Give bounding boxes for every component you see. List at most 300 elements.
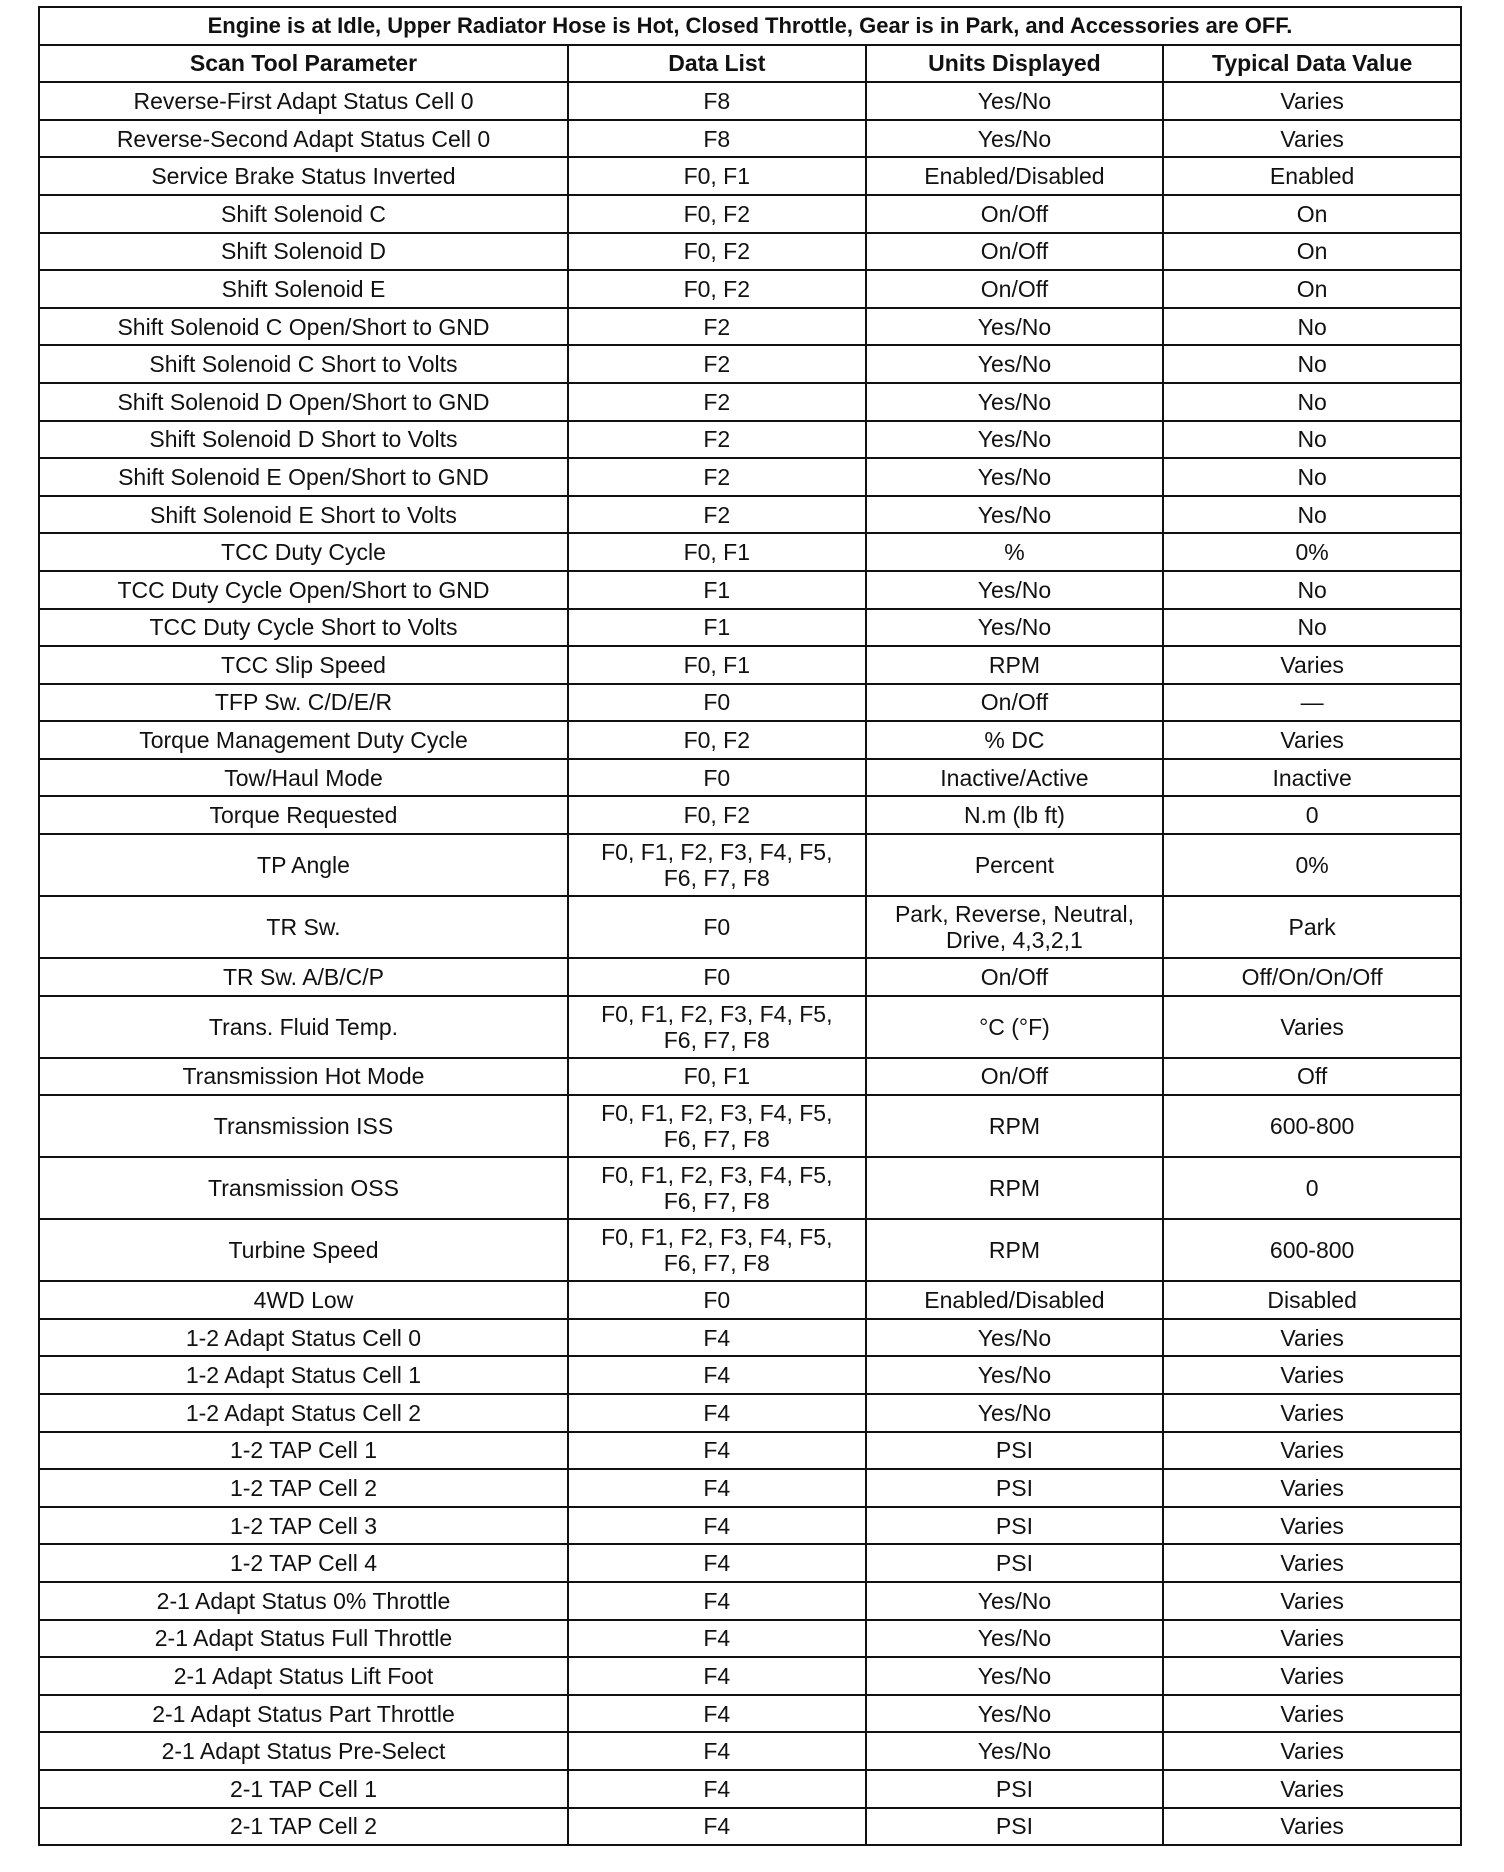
parameter-cell [39,82,568,120]
units-cell-text: N.m (lb ft) [963,802,1065,829]
data-list-cell [568,458,866,496]
data-list-cell-text: F2 [703,351,731,378]
parameter-cell-text: 1-2 Adapt Status Cell 0 [185,1324,422,1351]
parameter-cell [39,1582,568,1620]
typical-value-cell-text: Varies [1280,1587,1344,1614]
units-cell [866,157,1164,195]
table-row [39,195,1461,233]
data-list-cell [568,1432,866,1470]
table-row [39,308,1461,346]
units-cell-text: RPM [988,1237,1041,1264]
parameter-cell [39,1394,568,1432]
typical-value-cell-text: No [1297,463,1327,490]
units-cell-text: PSI [995,1813,1033,1840]
units-cell [866,308,1164,346]
parameter-cell [39,1620,568,1658]
parameter-cell-text: Shift Solenoid E Open/Short to GND [118,463,489,490]
parameter-cell-text: 1-2 TAP Cell 4 [229,1550,377,1577]
data-list-cell-text: F8 [703,125,731,152]
units-cell-text: Yes/No [977,1738,1052,1765]
table-row [39,646,1461,684]
parameter-cell [39,157,568,195]
parameter-cell [39,721,568,759]
table-row [39,1620,1461,1658]
parameter-cell [39,1319,568,1357]
table-row [39,1432,1461,1470]
parameter-cell-text: 4WD Low [253,1287,354,1314]
units-cell [866,533,1164,571]
typical-value-cell [1163,1507,1461,1545]
units-cell-text: Yes/No [977,351,1052,378]
parameter-cell [39,834,568,896]
units-cell [866,345,1164,383]
typical-value-cell-text: Varies [1280,1512,1344,1539]
parameter-cell-text: TCC Duty Cycle Short to Volts [149,614,458,641]
data-list-cell-text: F4 [703,1475,731,1502]
units-cell-text: % DC [984,727,1045,754]
table-row [39,1394,1461,1432]
typical-value-cell-text: No [1297,351,1327,378]
units-cell-text: Enabled/Disabled [924,1287,1105,1314]
typical-value-cell-text: Varies [1280,1362,1344,1389]
typical-value-cell-text: Park [1288,914,1336,941]
typical-value-cell-text: Varies [1280,651,1344,678]
typical-value-cell [1163,1469,1461,1507]
table-row [39,1058,1461,1096]
units-cell-text: Yes/No [977,313,1052,340]
units-cell [866,383,1164,421]
data-list-cell [568,1582,866,1620]
data-list-cell [568,1695,866,1733]
table-row [39,1732,1461,1770]
table-row [39,1507,1461,1545]
parameter-cell-text: 1-2 TAP Cell 3 [229,1512,377,1539]
data-list-cell-text: F4 [703,1437,731,1464]
parameter-cell-text: TCC Slip Speed [221,651,386,678]
units-cell [866,195,1164,233]
table-row [39,458,1461,496]
data-list-cell [568,721,866,759]
units-cell-text: Yes/No [977,426,1052,453]
units-cell [866,571,1164,609]
parameter-cell [39,684,568,722]
typical-value-cell [1163,120,1461,158]
data-list-cell [568,1507,866,1545]
data-list-cell-text: F0, F1 [683,651,751,678]
typical-value-cell [1163,996,1461,1058]
parameter-cell [39,759,568,797]
table-row [39,1281,1461,1319]
parameter-cell [39,1469,568,1507]
units-cell-text: Yes/No [977,1587,1052,1614]
data-list-cell-text: F4 [703,1738,731,1765]
units-cell-text: Yes/No [977,463,1052,490]
data-list-cell [568,1095,866,1157]
table-row [39,270,1461,308]
parameter-cell-text: Turbine Speed [228,1237,379,1264]
units-cell [866,1620,1164,1658]
data-list-cell [568,1281,866,1319]
data-list-cell [568,496,866,534]
data-list-cell [568,1058,866,1096]
data-list-cell [568,345,866,383]
typical-value-cell [1163,1157,1461,1219]
units-cell-text: On/Off [980,200,1049,227]
units-cell-text: Yes/No [977,388,1052,415]
parameter-cell [39,1356,568,1394]
typical-value-cell-text: Off [1297,1063,1328,1090]
table-row [39,233,1461,271]
typical-value-cell [1163,1770,1461,1808]
data-list-cell-text: F0, F2 [683,727,751,754]
parameter-cell [39,270,568,308]
typical-value-cell [1163,646,1461,684]
units-cell [866,1319,1164,1357]
data-list-cell [568,571,866,609]
table-row [39,1582,1461,1620]
data-list-cell-text: F0, F1 [683,1063,751,1090]
typical-value-cell-text: Off/On/On/Off [1241,963,1383,990]
typical-value-cell-text: Varies [1280,1324,1344,1351]
typical-value-cell [1163,1058,1461,1096]
typical-value-cell-text: 600-800 [1269,1113,1355,1140]
typical-value-cell [1163,496,1461,534]
typical-value-cell-text: Varies [1280,1775,1344,1802]
data-list-cell-text: F4 [703,1512,731,1539]
typical-value-cell [1163,233,1461,271]
typical-value-cell [1163,684,1461,722]
data-list-cell-text: F4 [703,1399,731,1426]
units-cell-text: Yes/No [977,1362,1052,1389]
data-list-cell [568,996,866,1058]
typical-value-cell [1163,1095,1461,1157]
typical-value-cell-text: 0 [1305,802,1319,829]
data-list-cell-text: F0 [703,914,731,941]
data-list-cell-text: F2 [703,388,731,415]
data-list-cell [568,646,866,684]
table-row [39,157,1461,195]
typical-value-cell-text: Varies [1280,1662,1344,1689]
data-list-cell-text: F0, F2 [683,200,751,227]
table-row [39,996,1461,1058]
units-cell-text: On/Off [980,963,1049,990]
data-list-cell [568,82,866,120]
parameter-cell-text: Shift Solenoid C Short to Volts [149,351,458,378]
typical-value-cell [1163,1657,1461,1695]
table-row [39,345,1461,383]
data-list-cell-text: F4 [703,1550,731,1577]
parameter-cell [39,345,568,383]
units-cell-text: Yes/No [977,501,1052,528]
units-cell-text: RPM [988,651,1041,678]
data-list-cell [568,1808,866,1846]
typical-value-cell [1163,1281,1461,1319]
data-list-cell [568,233,866,271]
units-cell [866,1095,1164,1157]
parameter-cell-text: Reverse-Second Adapt Status Cell 0 [116,125,491,152]
parameter-cell [39,1219,568,1281]
typical-value-cell-text: Varies [1280,1738,1344,1765]
typical-value-cell [1163,1732,1461,1770]
units-cell [866,896,1164,958]
data-list-cell [568,834,866,896]
parameter-cell [39,533,568,571]
typical-value-cell [1163,1582,1461,1620]
typical-value-cell [1163,834,1461,896]
table-row [39,421,1461,459]
units-cell-text: Yes/No [977,1399,1052,1426]
units-cell [866,759,1164,797]
data-list-cell [568,759,866,797]
units-cell [866,721,1164,759]
data-list-cell-text: F0, F1, F2, F3, F4, F5, F6, F7, F8 [601,1224,833,1277]
units-cell-text: Yes/No [977,614,1052,641]
typical-value-cell-text: 600-800 [1269,1237,1355,1264]
units-cell-text: On/Off [980,1063,1049,1090]
units-cell-text: Inactive/Active [940,764,1089,791]
typical-value-cell-text: — [1300,689,1324,716]
data-list-cell-text: F0 [703,1287,731,1314]
typical-value-cell-text: No [1297,313,1327,340]
data-list-cell [568,383,866,421]
data-list-cell [568,1620,866,1658]
parameter-cell-text: Tow/Haul Mode [224,764,383,791]
data-list-cell [568,120,866,158]
parameter-cell [39,1432,568,1470]
typical-value-cell [1163,1544,1461,1582]
data-list-cell-text: F4 [703,1362,731,1389]
parameter-cell-text: Transmission OSS [208,1175,399,1202]
test-condition: Engine is at Idle, Upper Radiator Hose is Hot, Closed Throttle, Gear is in Park, and Accessories are OFF. [39,7,1461,45]
data-list-cell-text: F4 [703,1324,731,1351]
table-row [39,796,1461,834]
data-list-cell-text: F4 [703,1587,731,1614]
units-cell [866,1732,1164,1770]
data-list-cell [568,1157,866,1219]
typical-value-cell [1163,195,1461,233]
typical-value-cell [1163,345,1461,383]
units-cell [866,1394,1164,1432]
table-row [39,1219,1461,1281]
parameter-cell [39,996,568,1058]
table-row [39,533,1461,571]
data-list-cell-text: F4 [703,1662,731,1689]
data-list-cell [568,684,866,722]
parameter-cell [39,120,568,158]
units-cell [866,1432,1164,1470]
parameter-cell-text: 2-1 Adapt Status Pre-Select [161,1738,446,1765]
header-row [39,45,1461,83]
units-cell [866,1695,1164,1733]
typical-value-cell-text: On [1296,238,1328,265]
units-cell [866,796,1164,834]
data-list-cell-text: F0, F2 [683,275,751,302]
units-cell [866,458,1164,496]
table-row [39,684,1461,722]
units-cell-text: On/Off [980,275,1049,302]
typical-value-cell [1163,759,1461,797]
units-cell-text: PSI [995,1550,1033,1577]
data-list-cell-text: F0 [703,689,731,716]
data-list-cell-text: F2 [703,501,731,528]
typical-value-cell [1163,270,1461,308]
typical-value-cell-text: No [1297,614,1327,641]
parameter-cell [39,383,568,421]
table-row [39,82,1461,120]
units-cell-text: RPM [988,1175,1041,1202]
data-list-cell-text: F0, F1, F2, F3, F4, F5, F6, F7, F8 [601,1162,833,1215]
typical-value-cell-text: Varies [1280,1475,1344,1502]
parameter-cell [39,1281,568,1319]
data-list-cell [568,1394,866,1432]
parameter-cell-text: 2-1 TAP Cell 2 [229,1813,377,1840]
parameter-cell-text: TFP Sw. C/D/E/R [214,689,393,716]
typical-value-cell [1163,571,1461,609]
data-list-cell-text: F0, F1, F2, F3, F4, F5, F6, F7, F8 [601,1100,833,1153]
header-parameter: Scan Tool Parameter [39,45,568,83]
typical-value-cell-text: No [1297,388,1327,415]
data-list-cell-text: F0 [703,963,731,990]
units-cell-text: Yes/No [977,87,1052,114]
typical-value-cell-text: No [1297,426,1327,453]
parameter-cell [39,1695,568,1733]
units-cell [866,1544,1164,1582]
parameter-cell-text: Torque Requested [209,802,398,829]
typical-value-cell [1163,796,1461,834]
units-cell-text: PSI [995,1475,1033,1502]
data-list-cell-text: F2 [703,313,731,340]
units-cell-text: Yes/No [977,1324,1052,1351]
table-row [39,496,1461,534]
parameter-cell [39,609,568,647]
parameter-cell [39,1732,568,1770]
units-cell [866,1770,1164,1808]
typical-value-cell-text: Varies [1280,87,1344,114]
typical-value-cell-text: Varies [1280,125,1344,152]
parameter-cell-text: TCC Duty Cycle [221,539,386,566]
typical-value-cell-text: Enabled [1269,163,1355,190]
data-list-cell-text: F8 [703,87,731,114]
table-row [39,759,1461,797]
table-row [39,609,1461,647]
data-list-cell [568,1319,866,1357]
data-list-cell [568,1544,866,1582]
parameter-cell-text: 2-1 Adapt Status Part Throttle [152,1700,455,1727]
units-cell-text: Yes/No [977,1700,1052,1727]
units-cell [866,270,1164,308]
typical-value-cell-text: Varies [1280,1625,1344,1652]
units-cell-text: Enabled/Disabled [924,163,1105,190]
units-cell [866,1469,1164,1507]
typical-value-cell-text: Varies [1280,1437,1344,1464]
units-cell [866,120,1164,158]
table-row [39,120,1461,158]
data-list-cell-text: F0, F1 [683,539,751,566]
typical-value-cell-text: Varies [1280,1550,1344,1577]
units-cell-text: On/Off [980,689,1049,716]
typical-value-cell [1163,1808,1461,1846]
typical-value-cell-text: Inactive [1272,764,1352,791]
condition-row [39,7,1461,45]
data-list-cell-text: F4 [703,1625,731,1652]
typical-value-cell [1163,308,1461,346]
parameter-cell [39,308,568,346]
typical-value-cell [1163,1219,1461,1281]
data-list-cell [568,1219,866,1281]
typical-value-cell-text: On [1296,200,1328,227]
parameter-cell-text: 1-2 Adapt Status Cell 1 [185,1362,422,1389]
typical-value-cell [1163,383,1461,421]
typical-value-cell-text: No [1297,501,1327,528]
parameter-cell-text: Shift Solenoid D [221,238,386,265]
table-row [39,1095,1461,1157]
units-cell [866,233,1164,271]
typical-value-cell-text: No [1297,576,1327,603]
data-list-cell-text: F0 [703,764,731,791]
table-row [39,1157,1461,1219]
table-row [39,383,1461,421]
data-list-cell-text: F0, F1 [683,163,751,190]
data-list-cell-text: F2 [703,426,731,453]
parameter-cell-text: Shift Solenoid D Short to Volts [149,426,458,453]
typical-value-cell [1163,421,1461,459]
parameter-cell [39,896,568,958]
units-cell [866,1657,1164,1695]
data-list-cell [568,157,866,195]
parameter-cell-text: 2-1 TAP Cell 1 [229,1775,377,1802]
data-list-cell [568,195,866,233]
parameter-cell [39,195,568,233]
parameter-cell-text: Torque Management Duty Cycle [139,727,468,754]
data-list-cell-text: F4 [703,1700,731,1727]
parameter-cell-text: TR Sw. [266,914,341,941]
table-row [39,721,1461,759]
units-cell [866,82,1164,120]
typical-value-cell [1163,958,1461,996]
parameter-cell [39,958,568,996]
parameter-cell [39,1770,568,1808]
units-cell-text: PSI [995,1512,1033,1539]
units-cell-text: % [1004,539,1025,566]
typical-value-cell-text: Varies [1280,727,1344,754]
table-row [39,1319,1461,1357]
units-cell-text: Park, Reverse, Neutral, Drive, 4,3,2,1 [894,901,1134,954]
typical-value-cell [1163,1394,1461,1432]
data-list-cell [568,1732,866,1770]
table-row [39,571,1461,609]
units-cell-text: Yes/No [977,1662,1052,1689]
table-row [39,1544,1461,1582]
typical-value-cell-text: Disabled [1267,1287,1357,1314]
table-body [39,82,1461,1845]
units-cell [866,646,1164,684]
typical-value-cell [1163,1695,1461,1733]
parameter-cell-text: TCC Duty Cycle Open/Short to GND [117,576,490,603]
data-list-cell-text: F4 [703,1775,731,1802]
data-list-cell-text: F1 [703,576,731,603]
parameter-cell [39,496,568,534]
units-cell [866,1058,1164,1096]
parameter-cell-text: Shift Solenoid C [221,200,386,227]
table-row [39,1808,1461,1846]
header-units: Units Displayed [866,45,1164,83]
parameter-cell-text: Trans. Fluid Temp. [208,1013,399,1040]
data-list-cell [568,533,866,571]
typical-value-cell [1163,533,1461,571]
typical-value-cell-text: Varies [1280,1700,1344,1727]
data-list-cell-text: F2 [703,463,731,490]
units-cell-text: PSI [995,1775,1033,1802]
